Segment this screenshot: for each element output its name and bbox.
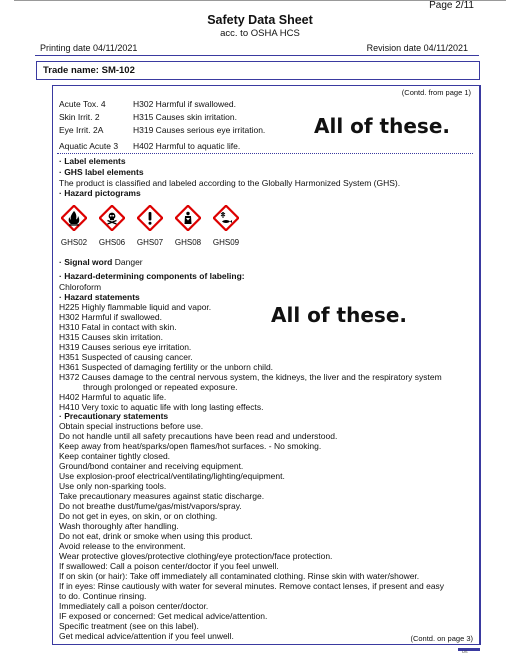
document-title: Safety Data Sheet: [207, 13, 313, 27]
hazard-class-row: [59, 99, 236, 109]
hazard-statements-heading: · Hazard statements: [59, 292, 140, 302]
hazard-pictograms-heading: · Hazard pictograms: [59, 188, 141, 198]
precautionary-statement: Do not handle until all safety precautions have been read and understood.: [59, 431, 338, 441]
hazard-statement: H410 Very toxic to aquatic life with long lasting effects.: [59, 402, 264, 412]
environment-icon: [213, 205, 239, 231]
precautionary-statement: Keep away from heat/sparks/open flames/hot surfaces. - No smoking.: [59, 441, 322, 451]
pictogram-label: GHS08: [174, 238, 202, 247]
precautionary-statement: Specific treatment (see on this label).: [59, 621, 199, 631]
precautionary-statement: If in eyes: Rinse cautiously with water for several minutes. Remove contact lenses, if present and easy: [59, 581, 445, 591]
signal-word-value: Danger: [114, 257, 143, 267]
hazard-statement: H310 Fatal in contact with skin.: [59, 322, 177, 332]
hazard-components-heading: · Hazard-determining components of labeling:: [59, 271, 245, 281]
hazard-class-text: H402 Harmful to aquatic life.: [133, 141, 241, 151]
hazard-statement: H302 Harmful if swallowed.: [59, 312, 162, 322]
flame-icon: [61, 205, 87, 231]
precautionary-statement: Ground/bond container and receiving equipment.: [59, 461, 244, 471]
hazard-class-code: Acute Tox. 4: [59, 99, 106, 109]
hazard-class-row: [59, 125, 265, 135]
pictogram-label: GHS06: [98, 238, 126, 247]
hazard-class-row: [59, 112, 237, 122]
content-box: [52, 85, 481, 645]
ghs-classification-text: The product is classified and labeled according to the Globally Harmonized System (GHS).: [59, 178, 401, 188]
label-elements-heading: · Label elements: [59, 156, 126, 166]
hazard-statement: H402 Harmful to aquatic life.: [59, 392, 167, 402]
hazard-statement: H319 Causes serious eye irritation.: [59, 342, 192, 352]
precautionary-statements-heading: · Precautionary statements: [59, 411, 169, 421]
hazard-statement-continued: through prolonged or repeated exposure.: [83, 382, 238, 392]
ghs-label-elements-heading: · GHS label elements: [59, 167, 144, 177]
precautionary-statement: to do. Continue rinsing.: [59, 591, 147, 601]
precautionary-statement: Use only non-sparking tools.: [59, 481, 167, 491]
precautionary-statement: Do not get in eyes, on skin, or on clothing.: [59, 511, 218, 521]
dotted-divider: [57, 153, 473, 154]
hazard-statement: H361 Suspected of damaging fertility or the unborn child.: [59, 362, 274, 372]
printing-date: Printing date 04/11/2021: [40, 43, 138, 53]
skull-crossbones-icon: [99, 205, 125, 231]
annotation-overlay-1: All of these.: [314, 114, 450, 138]
precautionary-statement: Avoid release to the environment.: [59, 541, 186, 551]
precautionary-statement: If swallowed: Call a poison center/doctor if you feel unwell.: [59, 561, 279, 571]
exclamation-icon: [137, 205, 163, 231]
contd-from-page: (Contd. from page 1): [401, 88, 471, 97]
precautionary-statement: Keep container tightly closed.: [59, 451, 171, 461]
pictogram-label: GHS02: [60, 238, 88, 247]
trade-name: Trade name: SM-102: [43, 65, 135, 76]
precautionary-statement: Do not breathe dust/fume/gas/mist/vapors/spray.: [59, 501, 242, 511]
pictogram-label: GHS07: [136, 238, 164, 247]
precautionary-statement: IF exposed or concerned: Get medical advice/attention.: [59, 611, 268, 621]
hazard-statement: H225 Highly flammable liquid and vapor.: [59, 302, 212, 312]
precautionary-statement: Wash thoroughly after handling.: [59, 521, 179, 531]
hazard-class-code: Skin Irrit. 2: [59, 112, 100, 122]
header-rule: [35, 55, 479, 56]
trade-name-box: [36, 61, 480, 80]
page-number: Page 2/11: [429, 0, 474, 11]
hazard-component: Chloroform: [59, 282, 102, 292]
health-hazard-icon: [175, 205, 201, 231]
contd-on-page: (Contd. on page 3): [410, 634, 473, 643]
hazard-class-code: Eye Irrit. 2A: [59, 125, 104, 135]
revision-date: Revision date 04/11/2021: [366, 43, 468, 53]
annotation-overlay-2: All of these.: [271, 303, 407, 327]
precautionary-statement: Wear protective gloves/protective clothing/eye protection/face protection.: [59, 551, 333, 561]
hazard-class-text: H319 Causes serious eye irritation.: [133, 125, 266, 135]
signal-word-label: · Signal word: [59, 257, 113, 267]
hazard-statement: H351 Suspected of causing cancer.: [59, 352, 193, 362]
precautionary-statement: Do not eat, drink or smoke when using this product.: [59, 531, 253, 541]
hazard-class-text: H302 Harmful if swallowed.: [133, 99, 236, 109]
precautionary-statement: Take precautionary measures against static discharge.: [59, 491, 265, 501]
precautionary-statement: Obtain special instructions before use.: [59, 421, 204, 431]
pictogram-label: GHS09: [212, 238, 240, 247]
hazard-class-row: [59, 141, 240, 151]
hazard-statement: H372 Causes damage to the central nervous system, the kidneys, the liver and the respiratory system: [59, 372, 442, 382]
precautionary-statement: Immediately call a poison center/doctor.: [59, 601, 209, 611]
precautionary-statement: Get medical advice/attention if you feel unwell.: [59, 631, 234, 641]
hazard-statement: H315 Causes skin irritation.: [59, 332, 163, 342]
signal-word-row: [59, 257, 143, 267]
hazard-class-text: H315 Causes skin irritation.: [133, 112, 237, 122]
precautionary-statement: Use explosion-proof electrical/ventilating/lighting/equipment.: [59, 471, 285, 481]
hazard-class-code: Aquatic Acute 3: [59, 141, 119, 151]
footer-mark-label: US: [462, 649, 468, 654]
document-subtitle: acc. to OSHA HCS: [220, 28, 300, 39]
precautionary-statement: If on skin (or hair): Take off immediately all contaminated clothing. Rinse skin with water/shower.: [59, 571, 420, 581]
